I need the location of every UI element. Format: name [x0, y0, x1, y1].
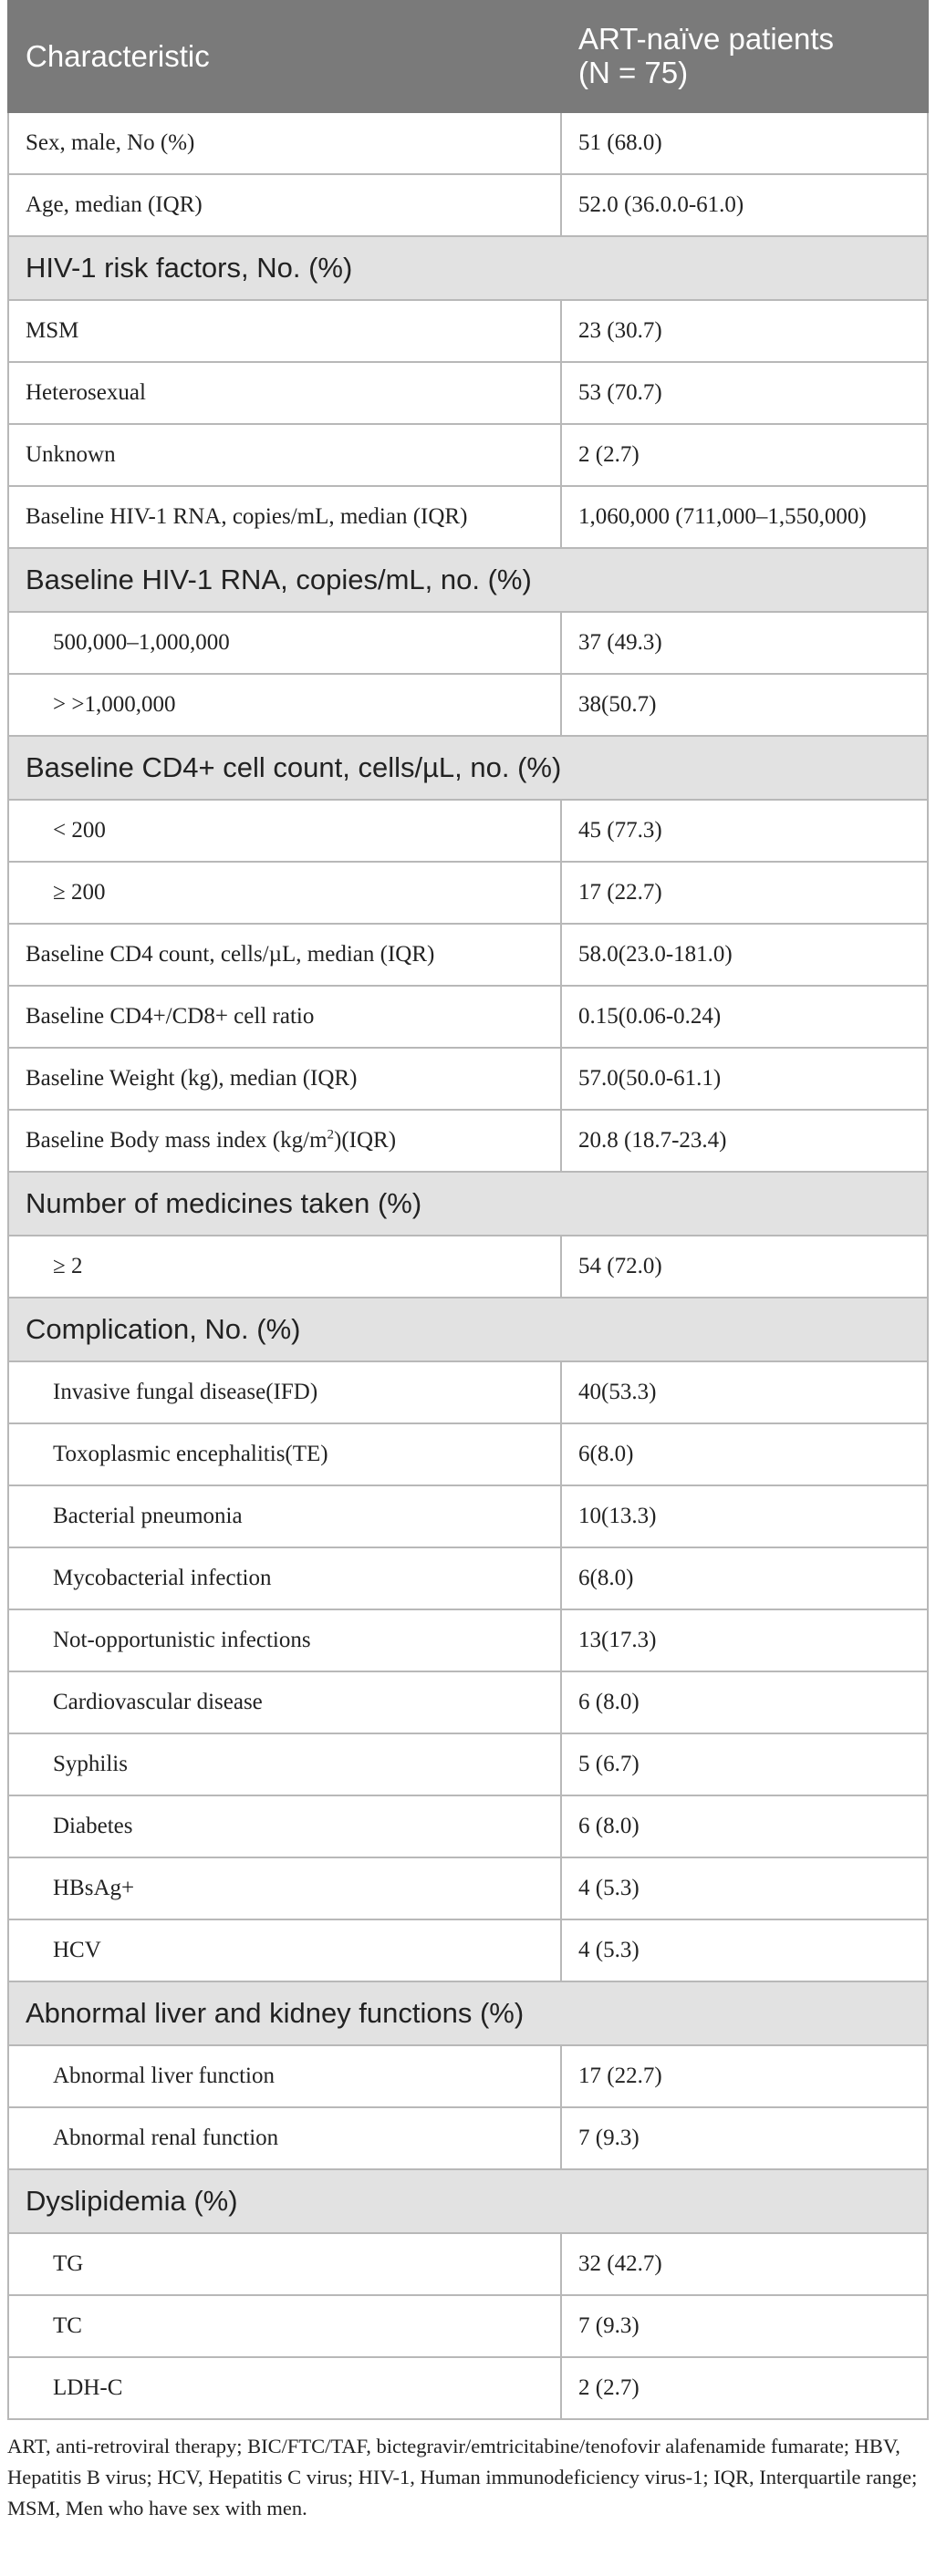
section-label: Baseline CD4+ cell count, cells/µL, no. (%) [8, 736, 928, 800]
table-header [8, 1, 928, 112]
table-row [8, 800, 928, 862]
row-label: Sex, male, No (%) [8, 112, 561, 174]
row-label: LDH-C [8, 2357, 561, 2419]
section-header-row [8, 548, 928, 612]
row-value: 2 (2.7) [561, 424, 928, 486]
row-value: 58.0(23.0-181.0) [561, 924, 928, 986]
row-label: Baseline CD4+/CD8+ cell ratio [8, 986, 561, 1048]
table-row [8, 112, 928, 174]
section-header-row [8, 236, 928, 300]
row-label: Age, median (IQR) [8, 174, 561, 236]
row-label-tail: )(IQR) [334, 1128, 397, 1153]
section-header-row [8, 736, 928, 800]
row-value: 32 (42.7) [561, 2233, 928, 2295]
row-label: HBsAg+ [8, 1857, 561, 1919]
row-label: Baseline Weight (kg), median (IQR) [8, 1048, 561, 1110]
row-label: Bacterial pneumonia [8, 1485, 561, 1547]
row-value: 7 (9.3) [561, 2295, 928, 2357]
row-value: 6(8.0) [561, 1547, 928, 1609]
row-label: Mycobacterial infection [8, 1547, 561, 1609]
row-value: 6(8.0) [561, 1423, 928, 1485]
table-row [8, 1361, 928, 1423]
row-label: 500,000–1,000,000 [8, 612, 561, 674]
row-value: 0.15(0.06-0.24) [561, 986, 928, 1048]
table-row [8, 612, 928, 674]
table-row [8, 986, 928, 1048]
row-label: Abnormal liver function [8, 2045, 561, 2107]
table-row [8, 300, 928, 362]
row-value: 45 (77.3) [561, 800, 928, 862]
row-value: 7 (9.3) [561, 2107, 928, 2169]
section-header-row [8, 1172, 928, 1236]
row-value: 57.0(50.0-61.1) [561, 1048, 928, 1110]
section-header-row [8, 1298, 928, 1361]
row-label: TG [8, 2233, 561, 2295]
row-label: TC [8, 2295, 561, 2357]
superscript: 2 [327, 1127, 335, 1143]
row-value: 17 (22.7) [561, 862, 928, 924]
header-art-naive-patients [561, 1, 928, 112]
row-value: 17 (22.7) [561, 2045, 928, 2107]
table-row [8, 1547, 928, 1609]
characteristics-table [7, 0, 929, 2420]
table-row [8, 924, 928, 986]
table-row [8, 1671, 928, 1733]
row-value: 6 (8.0) [561, 1795, 928, 1857]
table-row [8, 424, 928, 486]
row-value: 2 (2.7) [561, 2357, 928, 2419]
row-value: 5 (6.7) [561, 1733, 928, 1795]
header-col2-line1: ART-naïve patients [578, 22, 835, 57]
section-header-row [8, 2169, 928, 2233]
table-row [8, 362, 928, 424]
section-label: Complication, No. (%) [8, 1298, 928, 1361]
row-label: Not-opportunistic infections [8, 1609, 561, 1671]
row-value: 4 (5.3) [561, 1919, 928, 1981]
row-label: Baseline CD4 count, cells/µL, median (IQR) [8, 924, 561, 986]
row-value: 51 (68.0) [561, 112, 928, 174]
header-row [8, 1, 928, 112]
section-label: Abnormal liver and kidney functions (%) [8, 1981, 928, 2045]
row-value: 4 (5.3) [561, 1857, 928, 1919]
section-label: Dyslipidemia (%) [8, 2169, 928, 2233]
table-row [8, 862, 928, 924]
row-value: 38(50.7) [561, 674, 928, 736]
row-label: MSM [8, 300, 561, 362]
row-value: 54 (72.0) [561, 1236, 928, 1298]
row-value: 52.0 (36.0.0-61.0) [561, 174, 928, 236]
table-row [8, 1110, 928, 1172]
row-label: ≥ 200 [8, 862, 561, 924]
table-row [8, 1733, 928, 1795]
table-row [8, 674, 928, 736]
section-label: Number of medicines taken (%) [8, 1172, 928, 1236]
row-value: 13(17.3) [561, 1609, 928, 1671]
row-label: < 200 [8, 800, 561, 862]
row-value: 40(53.3) [561, 1361, 928, 1423]
header-characteristic: Characteristic [8, 1, 561, 112]
row-label: > >1,000,000 [8, 674, 561, 736]
section-label: Baseline HIV-1 RNA, copies/mL, no. (%) [8, 548, 928, 612]
row-label: Invasive fungal disease(IFD) [8, 1361, 561, 1423]
section-label: HIV-1 risk factors, No. (%) [8, 236, 928, 300]
row-value: 6 (8.0) [561, 1671, 928, 1733]
table-row [8, 2295, 928, 2357]
table-row [8, 2107, 928, 2169]
table-row [8, 2045, 928, 2107]
row-label: Cardiovascular disease [8, 1671, 561, 1733]
row-value: 10(13.3) [561, 1485, 928, 1547]
row-label: HCV [8, 1919, 561, 1981]
table-row [8, 1423, 928, 1485]
row-label: Diabetes [8, 1795, 561, 1857]
row-value: 1,060,000 (711,000–1,550,000) [561, 486, 928, 548]
table-container [7, 0, 927, 2524]
row-value: 20.8 (18.7-23.4) [561, 1110, 928, 1172]
table-row [8, 486, 928, 548]
row-value: 53 (70.7) [561, 362, 928, 424]
row-label: Baseline HIV-1 RNA, copies/mL, median (IQR) [8, 486, 561, 548]
row-label: Abnormal renal function [8, 2107, 561, 2169]
table-row [8, 1048, 928, 1110]
table-row [8, 174, 928, 236]
table-row [8, 1609, 928, 1671]
row-label: Toxoplasmic encephalitis(TE) [8, 1423, 561, 1485]
table-row [8, 2233, 928, 2295]
row-label [8, 1110, 561, 1172]
row-label: ≥ 2 [8, 1236, 561, 1298]
table-body [8, 112, 928, 2419]
table-footnote: ART, anti-retroviral therapy; BIC/FTC/TAF, bictegravir/emtricitabine/tenofovir alafenamide fumarate; HBV, Hepatitis B virus; HCV, Hepatitis C virus; HIV-1, Human immunodeficiency virus-1; IQR, Interquartile range; MSM, Men who have sex with men. [7, 2435, 918, 2519]
row-label: Syphilis [8, 1733, 561, 1795]
row-value: 37 (49.3) [561, 612, 928, 674]
row-label: Unknown [8, 424, 561, 486]
table-row [8, 1857, 928, 1919]
table-row [8, 1485, 928, 1547]
row-value: 23 (30.7) [561, 300, 928, 362]
table-row [8, 1236, 928, 1298]
header-col2-line2: (N = 75) [578, 56, 689, 89]
table-row [8, 2357, 928, 2419]
table-row [8, 1919, 928, 1981]
section-header-row [8, 1981, 928, 2045]
row-label: Heterosexual [8, 362, 561, 424]
table-row [8, 1795, 928, 1857]
row-label-text: Baseline Body mass index (kg/m [26, 1128, 328, 1153]
